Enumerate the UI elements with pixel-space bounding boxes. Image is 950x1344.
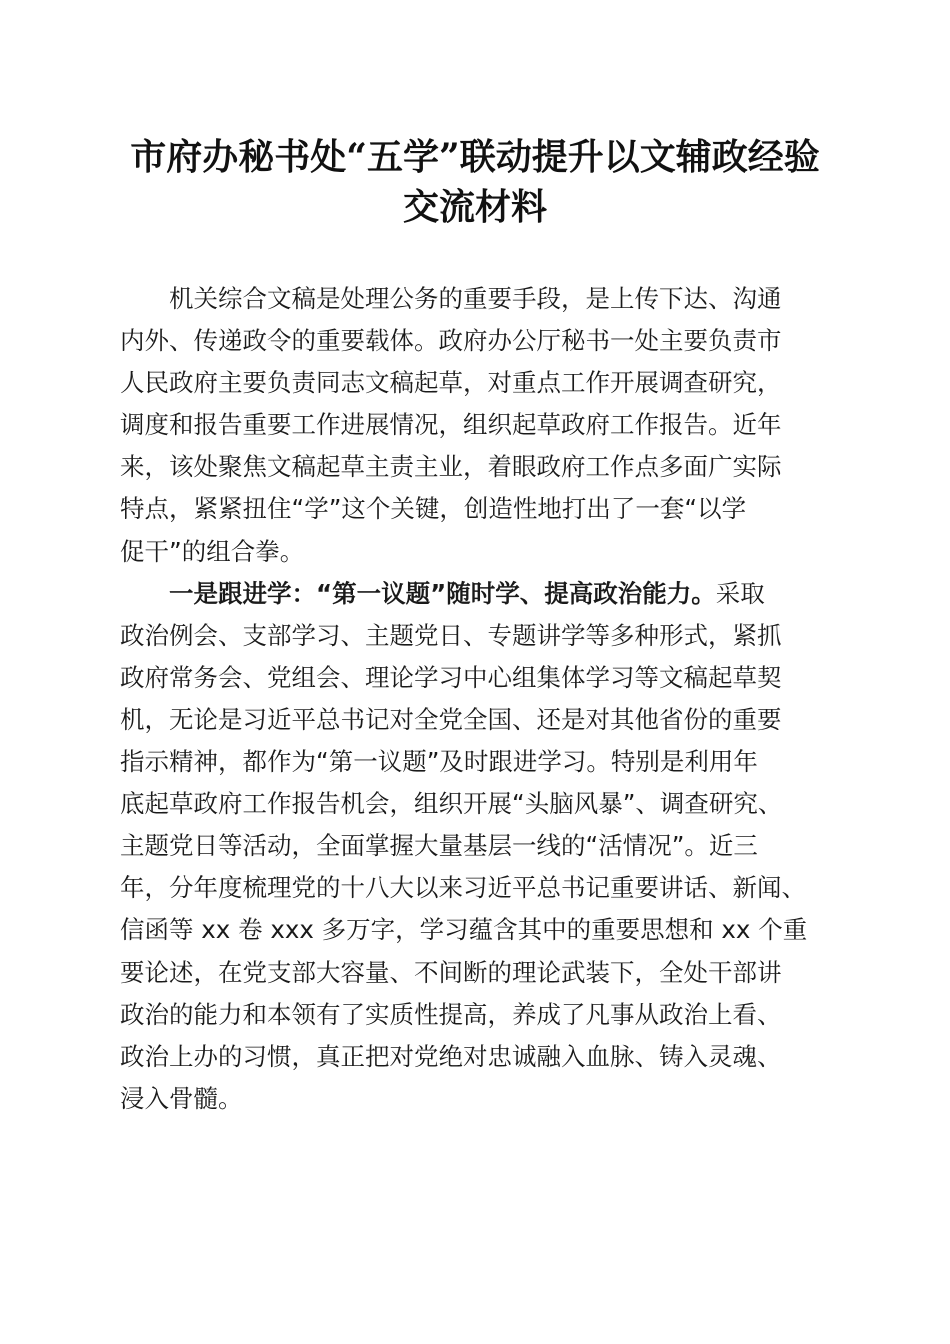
paragraph-lead-line xyxy=(120,573,840,615)
paragraph-line: 主题党日等活动，全面掌握大量基层一线的“活情况”。近三 xyxy=(120,831,758,861)
paragraph-intro xyxy=(120,278,840,573)
paragraph-line: 政府常务会、党组会、理论学习中心组集体学习等文稿起草契 xyxy=(120,662,782,692)
paragraph-line: 内外、传递政令的重要载体。政府办公厅秘书一处主要负责市 xyxy=(120,326,782,356)
paragraph-line: 信函等 xx 卷 xxx 多万字，学习蕴含其中的重要思想和 xx 个重 xyxy=(120,915,808,945)
title-line-1: 市府办秘书处“五学”联动提升以文辅政经验 xyxy=(130,136,820,178)
title-line-2: 交流材料 xyxy=(402,186,547,228)
paragraph-line: 指示精神，都作为“第一议题”及时跟进学习。特别是利用年 xyxy=(120,747,758,777)
paragraph-follow-up-study xyxy=(120,573,840,1120)
paragraph-line: 机，无论是习近平总书记对全党全国、还是对其他省份的重要 xyxy=(120,704,782,734)
paragraph-line: 人民政府主要负责同志文稿起草，对重点工作开展调查研究， xyxy=(120,368,782,398)
paragraph-line: 年，分年度梳理党的十八大以来习近平总书记重要讲话、新闻、 xyxy=(120,873,806,903)
document-body xyxy=(120,278,840,1120)
paragraph-line: 政治例会、支部学习、主题党日、专题讲学等多种形式，紧抓 xyxy=(120,620,782,650)
paragraph-lead-tail: 采取 xyxy=(715,578,765,608)
paragraph-line: 要论述，在党支部大容量、不间断的理论武装下，全处干部讲 xyxy=(120,957,782,987)
paragraph-line: 浸入骨髓。 xyxy=(120,1083,243,1113)
paragraph-line: 特点，紧紧扭住“学”这个关键，创造性地打出了一套“以学 xyxy=(120,494,747,524)
document-title xyxy=(100,132,850,232)
paragraph-line: 政治上办的习惯，真正把对党绝对忠诚融入血脉、铸入灵魂、 xyxy=(120,1041,782,1071)
paragraph-line: 底起草政府工作报告机会，组织开展“头脑风暴”、调查研究、 xyxy=(120,789,783,819)
paragraph-line: 政治的能力和本领有了实质性提高，养成了凡事从政治上看、 xyxy=(120,999,782,1029)
paragraph-line: 促干”的组合拳。 xyxy=(120,536,305,566)
paragraph-line: 调度和报告重要工作进展情况，组织起草政府工作报告。近年 xyxy=(120,410,782,440)
paragraph-line: 机关综合文稿是处理公务的重要手段，是上传下达、沟通 xyxy=(169,284,782,313)
paragraph-line: 来，该处聚焦文稿起草主责主业，着眼政府工作点多面广实际 xyxy=(120,452,782,482)
paragraph-heading: 一是跟进学：“第一议题”随时学、提高政治能力。 xyxy=(169,578,716,608)
